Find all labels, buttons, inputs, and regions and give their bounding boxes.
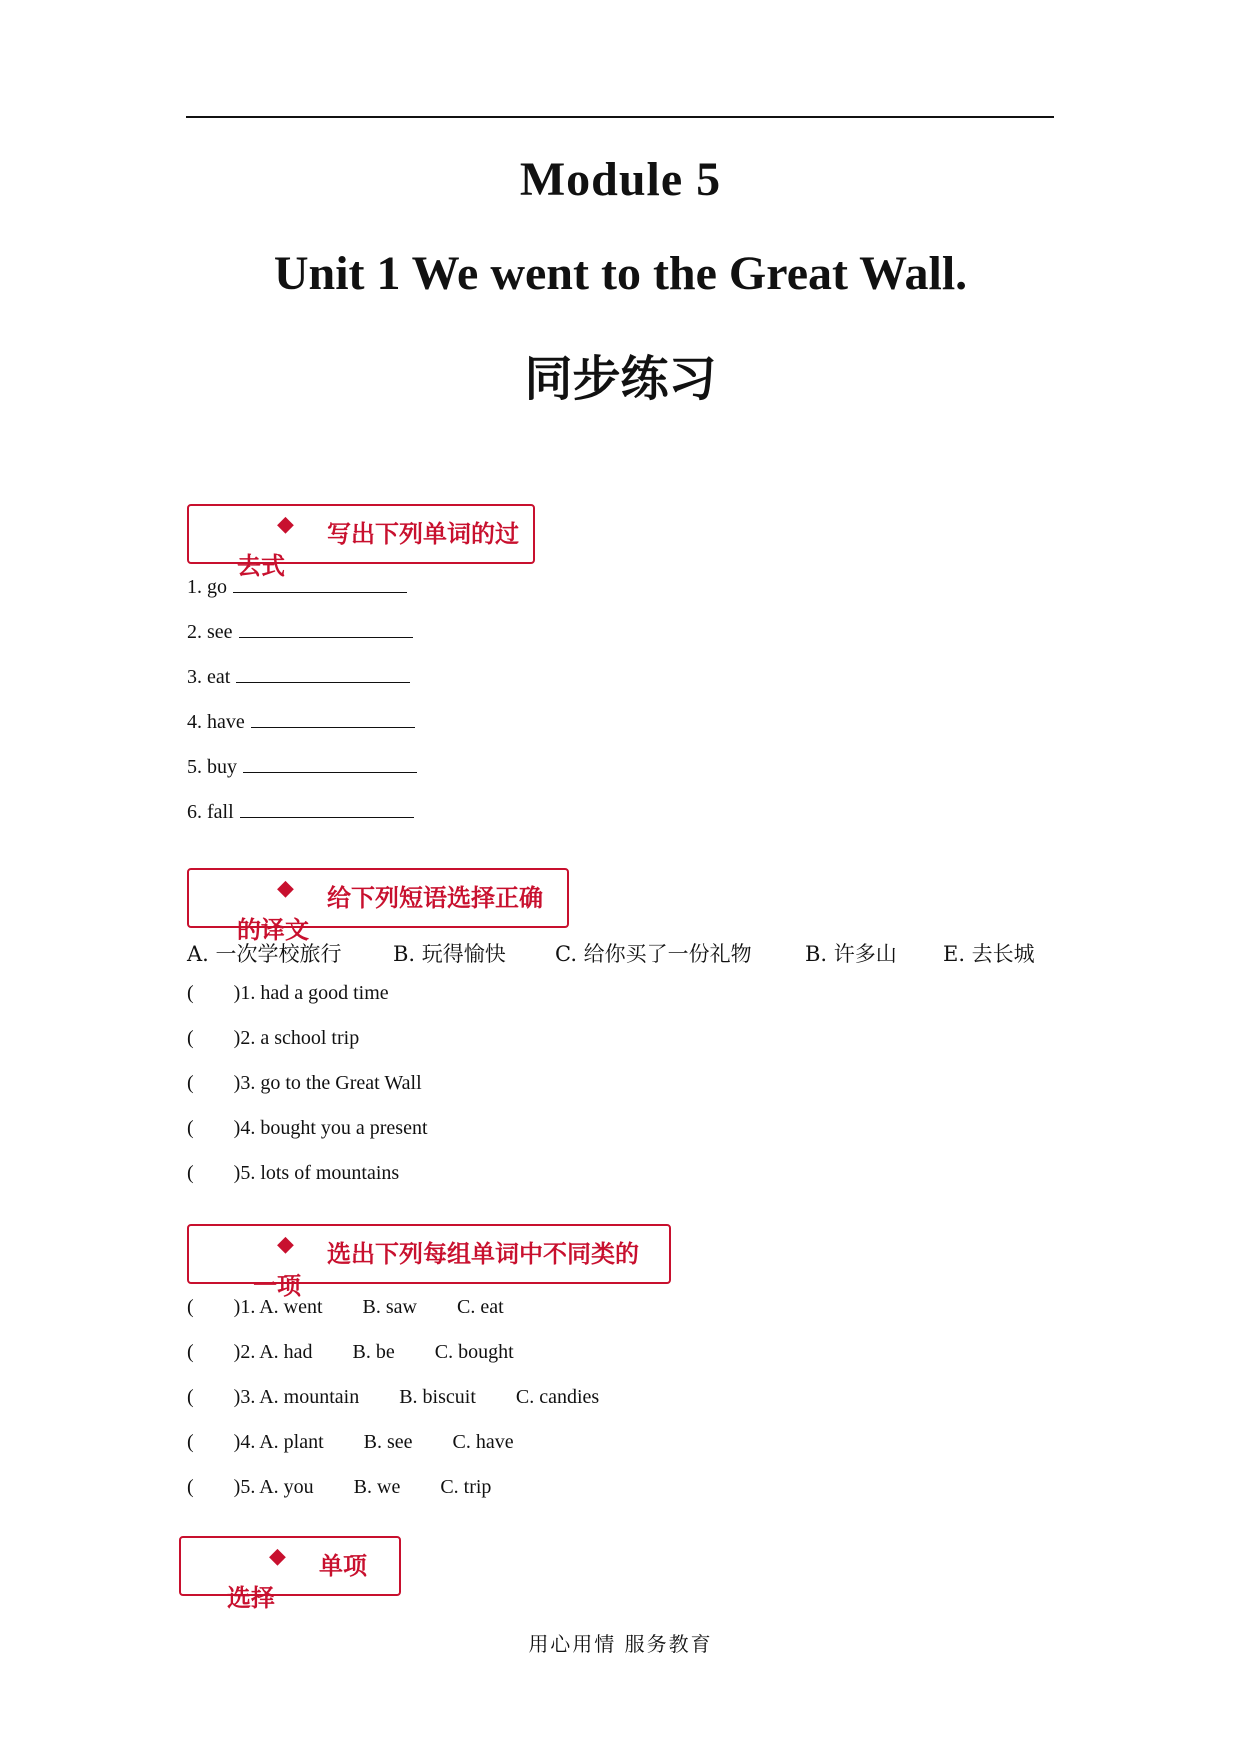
section-header-1 [187, 504, 535, 580]
list-item [187, 664, 410, 689]
section-label: 单项 [319, 1552, 367, 1580]
answer-blank[interactable] [233, 574, 407, 593]
item-word: 6. fall [187, 801, 234, 823]
unit-title: Unit 1 We went to the Great Wall. [273, 247, 968, 300]
diamond-icon: ◆ [277, 1232, 294, 1257]
answer-blank[interactable] [236, 664, 410, 683]
section-label-overflow: 一项 [253, 1272, 301, 1300]
answer-blank[interactable] [239, 619, 413, 638]
option-b: B. 玩得愉快 [393, 942, 506, 966]
section-header-3 [187, 1224, 671, 1300]
list-item: ( )3. go to the Great Wall [187, 1072, 422, 1094]
section-label-overflow: 的译文 [237, 916, 309, 944]
option-c: C. 给你买了一份礼物 [555, 942, 752, 966]
section-header-2 [187, 868, 569, 944]
section-label: 写出下列单词的过 [327, 520, 519, 548]
item-word: 1. go [187, 576, 227, 598]
list-item [187, 709, 415, 734]
section-label-overflow: 去式 [237, 552, 285, 580]
section-label: 给下列短语选择正确 [327, 884, 543, 912]
item-word: 4. have [187, 711, 245, 733]
diamond-icon: ◆ [277, 512, 294, 537]
option-e: E. 去长城 [943, 942, 1035, 966]
option-d: B. 许多山 [805, 942, 897, 966]
list-item [187, 574, 407, 599]
list-item: ( )4. bought you a present [187, 1117, 428, 1139]
list-item: ( )2. a school trip [187, 1027, 360, 1049]
item-word: 5. buy [187, 756, 237, 778]
list-item: ( )5. lots of mountains [187, 1162, 400, 1184]
section-label: 选出下列每组单词中不同类的 [327, 1240, 639, 1268]
section-label-overflow: 选择 [227, 1584, 275, 1612]
list-item [187, 619, 413, 644]
item-word: 3. eat [187, 666, 231, 688]
list-item: ( )4. A. plant B. see C. have [187, 1431, 514, 1453]
list-item: ( )5. A. you B. we C. trip [187, 1476, 492, 1498]
item-word: 2. see [187, 621, 233, 643]
section-header-4 [179, 1536, 401, 1612]
exercise-title: 同步练习 [524, 351, 717, 407]
list-item [187, 754, 417, 779]
list-item: ( )2. A. had B. be C. bought [187, 1341, 514, 1363]
option-a: A. 一次学校旅行 [187, 942, 342, 966]
page-footer: 用心用情 服务教育 [528, 1632, 713, 1656]
answer-blank[interactable] [243, 754, 417, 773]
answer-blank[interactable] [240, 799, 414, 818]
header-rule [186, 116, 1054, 118]
list-item: ( )1. A. went B. saw C. eat [187, 1296, 504, 1318]
list-item: ( )3. A. mountain B. biscuit C. candies [187, 1386, 600, 1408]
answer-blank[interactable] [251, 709, 415, 728]
module-title: Module 5 [519, 153, 722, 206]
list-item: ( )1. had a good time [187, 982, 389, 1004]
diamond-icon: ◆ [269, 1544, 286, 1569]
list-item [187, 799, 414, 824]
diamond-icon: ◆ [277, 876, 294, 901]
